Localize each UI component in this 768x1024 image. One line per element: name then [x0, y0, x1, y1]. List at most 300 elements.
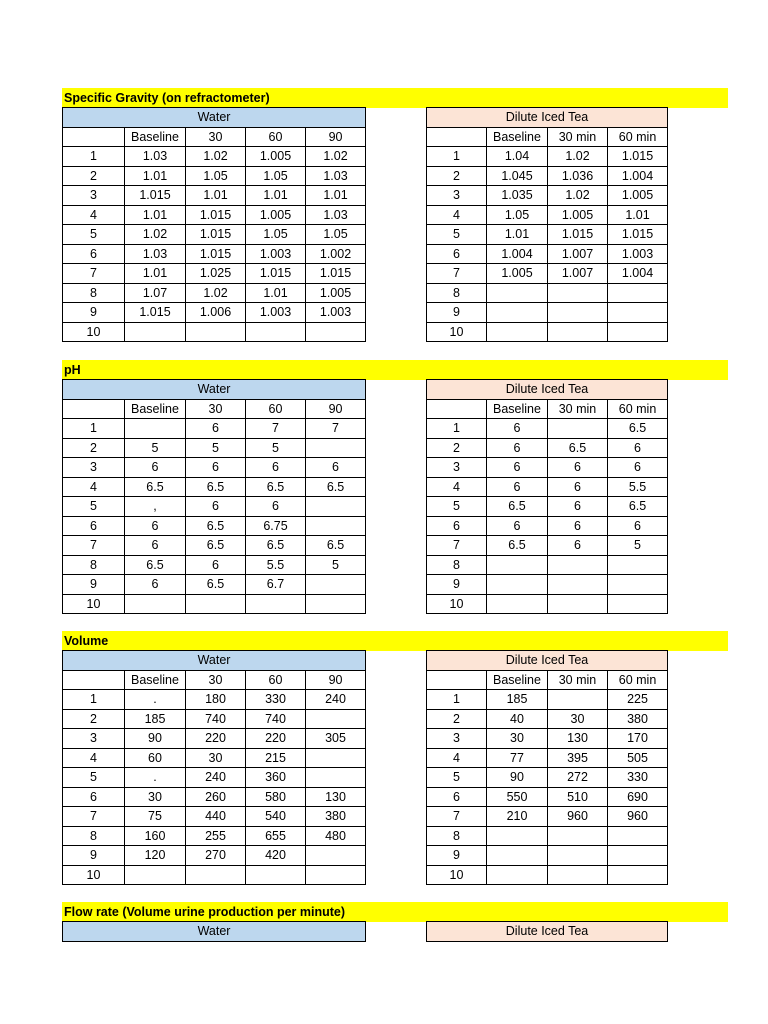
data-cell[interactable]: 380 [608, 709, 668, 729]
section-title[interactable]: Volume [62, 631, 728, 651]
data-cell[interactable]: 6 [186, 458, 246, 478]
data-cell[interactable]: 6 [125, 516, 186, 536]
row-number-cell[interactable]: 10 [427, 322, 487, 342]
section-title[interactable]: Specific Gravity (on refractometer) [62, 88, 728, 108]
data-cell[interactable]: 1.01 [306, 186, 366, 206]
data-cell[interactable] [487, 322, 548, 342]
column-header[interactable]: 60 min [608, 127, 668, 147]
column-header[interactable]: 30 [186, 127, 246, 147]
row-number-cell[interactable]: 10 [63, 322, 125, 342]
column-header[interactable] [63, 670, 125, 690]
data-cell[interactable]: 6 [125, 575, 186, 595]
data-cell[interactable]: 1.015 [186, 205, 246, 225]
data-cell[interactable]: 185 [487, 690, 548, 710]
row-number-cell[interactable]: 8 [63, 826, 125, 846]
data-cell[interactable]: 1.01 [487, 225, 548, 245]
column-header[interactable]: 60 [246, 399, 306, 419]
row-number-cell[interactable]: 5 [427, 768, 487, 788]
data-cell[interactable]: 260 [186, 787, 246, 807]
row-number-cell[interactable]: 5 [427, 497, 487, 517]
data-cell[interactable]: 1.02 [548, 147, 608, 167]
data-cell[interactable] [306, 516, 366, 536]
data-cell[interactable]: 7 [246, 419, 306, 439]
data-cell[interactable]: 1.01 [125, 205, 186, 225]
data-cell[interactable] [487, 575, 548, 595]
data-cell[interactable]: 740 [246, 709, 306, 729]
data-cell[interactable]: 6 [186, 555, 246, 575]
data-cell[interactable]: 1.01 [246, 283, 306, 303]
row-number-cell[interactable]: 7 [427, 536, 487, 556]
data-cell[interactable]: 1.05 [306, 225, 366, 245]
row-number-cell[interactable]: 6 [427, 244, 487, 264]
data-cell[interactable] [548, 322, 608, 342]
data-cell[interactable]: 6 [487, 458, 548, 478]
data-cell[interactable]: 270 [186, 846, 246, 866]
data-cell[interactable]: 505 [608, 748, 668, 768]
data-cell[interactable]: 215 [246, 748, 306, 768]
data-cell[interactable] [548, 419, 608, 439]
data-cell[interactable] [186, 865, 246, 885]
row-number-cell[interactable]: 5 [427, 225, 487, 245]
data-cell[interactable]: 30 [548, 709, 608, 729]
data-cell[interactable]: 130 [306, 787, 366, 807]
data-cell[interactable]: 6 [306, 458, 366, 478]
data-cell[interactable]: 1.02 [125, 225, 186, 245]
data-cell[interactable]: 550 [487, 787, 548, 807]
data-cell[interactable]: 480 [306, 826, 366, 846]
data-cell[interactable]: 330 [608, 768, 668, 788]
row-number-cell[interactable]: 4 [63, 205, 125, 225]
row-number-cell[interactable]: 7 [63, 807, 125, 827]
data-cell[interactable]: 420 [246, 846, 306, 866]
data-cell[interactable]: 77 [487, 748, 548, 768]
column-header[interactable]: Baseline [125, 399, 186, 419]
data-cell[interactable]: 1.003 [246, 244, 306, 264]
row-number-cell[interactable]: 5 [63, 225, 125, 245]
data-cell[interactable] [246, 865, 306, 885]
data-cell[interactable]: 6 [125, 458, 186, 478]
data-cell[interactable] [125, 594, 186, 614]
data-cell[interactable]: 6.5 [125, 555, 186, 575]
data-cell[interactable] [548, 283, 608, 303]
column-header[interactable]: 60 min [608, 670, 668, 690]
data-cell[interactable] [487, 846, 548, 866]
data-cell[interactable]: 1.015 [246, 264, 306, 284]
data-cell[interactable]: 6 [548, 458, 608, 478]
data-cell[interactable]: 240 [306, 690, 366, 710]
row-number-cell[interactable]: 6 [427, 787, 487, 807]
data-cell[interactable] [306, 709, 366, 729]
row-number-cell[interactable]: 4 [63, 477, 125, 497]
data-cell[interactable]: 1.005 [548, 205, 608, 225]
data-cell[interactable]: 1.015 [608, 225, 668, 245]
data-cell[interactable]: 6.5 [125, 477, 186, 497]
row-number-cell[interactable]: 4 [427, 205, 487, 225]
data-cell[interactable]: 1.03 [306, 166, 366, 186]
data-cell[interactable]: 960 [608, 807, 668, 827]
data-cell[interactable]: 1.01 [125, 166, 186, 186]
data-cell[interactable]: 1.005 [246, 205, 306, 225]
column-header[interactable]: 30 [186, 670, 246, 690]
data-cell[interactable]: 6 [246, 458, 306, 478]
data-cell[interactable]: . [125, 768, 186, 788]
row-number-cell[interactable]: 8 [427, 826, 487, 846]
data-cell[interactable]: 170 [608, 729, 668, 749]
data-cell[interactable]: , [125, 497, 186, 517]
column-header[interactable]: 90 [306, 127, 366, 147]
data-cell[interactable]: 30 [186, 748, 246, 768]
row-number-cell[interactable]: 4 [63, 748, 125, 768]
data-cell[interactable]: 220 [186, 729, 246, 749]
row-number-cell[interactable]: 6 [63, 787, 125, 807]
data-cell[interactable]: 1.03 [125, 244, 186, 264]
column-header[interactable]: 60 [246, 670, 306, 690]
row-number-cell[interactable]: 6 [63, 244, 125, 264]
data-cell[interactable] [487, 555, 548, 575]
data-cell[interactable] [548, 575, 608, 595]
data-cell[interactable]: 1.01 [608, 205, 668, 225]
data-cell[interactable]: 6.5 [246, 536, 306, 556]
column-header[interactable]: 30 [186, 399, 246, 419]
row-number-cell[interactable]: 8 [427, 555, 487, 575]
data-cell[interactable]: 120 [125, 846, 186, 866]
row-number-cell[interactable]: 4 [427, 748, 487, 768]
water-header[interactable]: Water [63, 380, 366, 400]
row-number-cell[interactable]: 10 [427, 865, 487, 885]
data-cell[interactable]: 220 [246, 729, 306, 749]
data-cell[interactable]: 1.015 [608, 147, 668, 167]
row-number-cell[interactable]: 10 [427, 594, 487, 614]
data-cell[interactable]: 6 [548, 516, 608, 536]
data-cell[interactable]: 6.5 [548, 438, 608, 458]
data-cell[interactable]: 1.004 [487, 244, 548, 264]
data-cell[interactable]: 440 [186, 807, 246, 827]
data-cell[interactable] [548, 690, 608, 710]
data-cell[interactable]: 655 [246, 826, 306, 846]
data-cell[interactable] [487, 594, 548, 614]
data-cell[interactable] [608, 846, 668, 866]
data-cell[interactable] [608, 594, 668, 614]
data-cell[interactable] [306, 768, 366, 788]
data-cell[interactable]: . [125, 690, 186, 710]
row-number-cell[interactable]: 8 [63, 555, 125, 575]
row-number-cell[interactable]: 3 [63, 186, 125, 206]
column-header[interactable]: 30 min [548, 127, 608, 147]
data-cell[interactable]: 30 [487, 729, 548, 749]
data-cell[interactable]: 6.75 [246, 516, 306, 536]
data-cell[interactable] [548, 303, 608, 323]
data-cell[interactable]: 210 [487, 807, 548, 827]
column-header[interactable]: 90 [306, 670, 366, 690]
data-cell[interactable]: 240 [186, 768, 246, 788]
column-header[interactable] [427, 127, 487, 147]
data-cell[interactable] [306, 497, 366, 517]
data-cell[interactable]: 1.025 [186, 264, 246, 284]
data-cell[interactable]: 30 [125, 787, 186, 807]
tea-header[interactable]: Dilute Iced Tea [427, 108, 668, 128]
data-cell[interactable] [608, 555, 668, 575]
row-number-cell[interactable]: 1 [427, 419, 487, 439]
water-header[interactable]: Water [63, 108, 366, 128]
data-cell[interactable]: 5.5 [246, 555, 306, 575]
data-cell[interactable]: 1.006 [186, 303, 246, 323]
row-number-cell[interactable]: 2 [63, 166, 125, 186]
row-number-cell[interactable]: 7 [63, 264, 125, 284]
data-cell[interactable]: 1.003 [306, 303, 366, 323]
row-number-cell[interactable]: 4 [427, 477, 487, 497]
data-cell[interactable]: 6.5 [186, 575, 246, 595]
row-number-cell[interactable]: 9 [427, 575, 487, 595]
row-number-cell[interactable]: 9 [63, 303, 125, 323]
section-title[interactable]: Flow rate (Volume urine production per minute) [62, 902, 728, 922]
data-cell[interactable] [548, 865, 608, 885]
data-cell[interactable] [125, 322, 186, 342]
data-cell[interactable] [306, 594, 366, 614]
data-cell[interactable] [125, 865, 186, 885]
row-number-cell[interactable]: 9 [427, 846, 487, 866]
row-number-cell[interactable]: 6 [427, 516, 487, 536]
data-cell[interactable]: 5 [306, 555, 366, 575]
data-cell[interactable]: 6 [487, 419, 548, 439]
row-number-cell[interactable]: 8 [63, 283, 125, 303]
data-cell[interactable]: 6 [548, 477, 608, 497]
data-cell[interactable]: 1.05 [186, 166, 246, 186]
data-cell[interactable] [548, 846, 608, 866]
data-cell[interactable] [246, 322, 306, 342]
data-cell[interactable]: 5 [125, 438, 186, 458]
data-cell[interactable]: 1.015 [186, 244, 246, 264]
data-cell[interactable]: 1.004 [608, 264, 668, 284]
data-cell[interactable]: 6 [487, 516, 548, 536]
data-cell[interactable]: 1.05 [246, 166, 306, 186]
row-number-cell[interactable]: 2 [427, 438, 487, 458]
data-cell[interactable]: 960 [548, 807, 608, 827]
row-number-cell[interactable]: 3 [427, 186, 487, 206]
data-cell[interactable]: 180 [186, 690, 246, 710]
column-header[interactable]: Baseline [487, 127, 548, 147]
column-header[interactable]: 30 min [548, 670, 608, 690]
data-cell[interactable] [548, 555, 608, 575]
column-header[interactable]: 90 [306, 399, 366, 419]
data-cell[interactable]: 1.01 [125, 264, 186, 284]
data-cell[interactable]: 6.5 [487, 536, 548, 556]
data-cell[interactable] [608, 575, 668, 595]
column-header[interactable]: Baseline [125, 127, 186, 147]
data-cell[interactable]: 1.03 [125, 147, 186, 167]
data-cell[interactable]: 6 [608, 516, 668, 536]
row-number-cell[interactable]: 6 [63, 516, 125, 536]
data-cell[interactable]: 580 [246, 787, 306, 807]
data-cell[interactable]: 1.01 [186, 186, 246, 206]
data-cell[interactable]: 7 [306, 419, 366, 439]
column-header[interactable]: Baseline [487, 670, 548, 690]
data-cell[interactable]: 1.007 [548, 264, 608, 284]
data-cell[interactable]: 1.04 [487, 147, 548, 167]
data-cell[interactable]: 6 [246, 497, 306, 517]
data-cell[interactable]: 6.5 [608, 419, 668, 439]
data-cell[interactable]: 90 [125, 729, 186, 749]
data-cell[interactable]: 1.003 [246, 303, 306, 323]
data-cell[interactable]: 380 [306, 807, 366, 827]
data-cell[interactable]: 1.015 [548, 225, 608, 245]
data-cell[interactable]: 1.004 [608, 166, 668, 186]
column-header[interactable] [427, 670, 487, 690]
data-cell[interactable] [306, 438, 366, 458]
data-cell[interactable]: 6 [608, 458, 668, 478]
data-cell[interactable]: 1.005 [487, 264, 548, 284]
data-cell[interactable]: 1.005 [306, 283, 366, 303]
data-cell[interactable] [246, 594, 306, 614]
data-cell[interactable]: 1.015 [306, 264, 366, 284]
data-cell[interactable]: 6 [186, 419, 246, 439]
row-number-cell[interactable]: 1 [427, 147, 487, 167]
data-cell[interactable] [306, 846, 366, 866]
data-cell[interactable]: 510 [548, 787, 608, 807]
row-number-cell[interactable]: 2 [427, 166, 487, 186]
column-header[interactable] [427, 399, 487, 419]
data-cell[interactable]: 6 [608, 438, 668, 458]
row-number-cell[interactable]: 3 [63, 458, 125, 478]
data-cell[interactable]: 330 [246, 690, 306, 710]
data-cell[interactable] [608, 826, 668, 846]
data-cell[interactable]: 272 [548, 768, 608, 788]
data-cell[interactable]: 1.05 [246, 225, 306, 245]
data-cell[interactable]: 5 [186, 438, 246, 458]
row-number-cell[interactable]: 2 [63, 438, 125, 458]
data-cell[interactable]: 1.01 [246, 186, 306, 206]
data-cell[interactable] [306, 748, 366, 768]
data-cell[interactable]: 305 [306, 729, 366, 749]
row-number-cell[interactable]: 3 [427, 458, 487, 478]
data-cell[interactable] [608, 322, 668, 342]
data-cell[interactable]: 6.7 [246, 575, 306, 595]
data-cell[interactable]: 1.03 [306, 205, 366, 225]
row-number-cell[interactable]: 1 [63, 419, 125, 439]
row-number-cell[interactable]: 5 [63, 497, 125, 517]
data-cell[interactable]: 1.015 [125, 303, 186, 323]
data-cell[interactable]: 6 [548, 536, 608, 556]
data-cell[interactable]: 1.015 [186, 225, 246, 245]
row-number-cell[interactable]: 8 [427, 283, 487, 303]
data-cell[interactable]: 1.005 [246, 147, 306, 167]
tea-header[interactable]: Dilute Iced Tea [427, 651, 668, 671]
data-cell[interactable]: 6.5 [186, 516, 246, 536]
column-header[interactable]: 60 min [608, 399, 668, 419]
row-number-cell[interactable]: 10 [63, 865, 125, 885]
data-cell[interactable]: 1.07 [125, 283, 186, 303]
data-cell[interactable]: 225 [608, 690, 668, 710]
column-header[interactable]: 30 min [548, 399, 608, 419]
row-number-cell[interactable]: 2 [427, 709, 487, 729]
data-cell[interactable]: 1.02 [306, 147, 366, 167]
data-cell[interactable]: 1.05 [487, 205, 548, 225]
row-number-cell[interactable]: 10 [63, 594, 125, 614]
data-cell[interactable]: 360 [246, 768, 306, 788]
data-cell[interactable]: 5 [246, 438, 306, 458]
data-cell[interactable]: 40 [487, 709, 548, 729]
data-cell[interactable]: 6.5 [246, 477, 306, 497]
data-cell[interactable]: 75 [125, 807, 186, 827]
row-number-cell[interactable]: 7 [427, 807, 487, 827]
tea-header[interactable]: Dilute Iced Tea [427, 380, 668, 400]
data-cell[interactable]: 1.036 [548, 166, 608, 186]
row-number-cell[interactable]: 9 [63, 575, 125, 595]
row-number-cell[interactable]: 7 [427, 264, 487, 284]
data-cell[interactable] [306, 865, 366, 885]
column-header[interactable]: Baseline [125, 670, 186, 690]
data-cell[interactable] [548, 826, 608, 846]
data-cell[interactable]: 740 [186, 709, 246, 729]
column-header[interactable]: 60 [246, 127, 306, 147]
data-cell[interactable]: 6.5 [608, 497, 668, 517]
row-number-cell[interactable]: 1 [63, 690, 125, 710]
data-cell[interactable] [608, 303, 668, 323]
data-cell[interactable]: 6 [487, 438, 548, 458]
tea-header[interactable]: Dilute Iced Tea [427, 922, 668, 942]
data-cell[interactable] [487, 283, 548, 303]
data-cell[interactable] [608, 865, 668, 885]
data-cell[interactable]: 1.02 [186, 283, 246, 303]
data-cell[interactable]: 1.035 [487, 186, 548, 206]
data-cell[interactable]: 185 [125, 709, 186, 729]
data-cell[interactable]: 6 [186, 497, 246, 517]
data-cell[interactable]: 1.007 [548, 244, 608, 264]
water-header[interactable]: Water [63, 922, 366, 942]
data-cell[interactable] [487, 826, 548, 846]
row-number-cell[interactable]: 2 [63, 709, 125, 729]
row-number-cell[interactable]: 1 [63, 147, 125, 167]
data-cell[interactable]: 5 [608, 536, 668, 556]
row-number-cell[interactable]: 3 [63, 729, 125, 749]
data-cell[interactable] [125, 419, 186, 439]
data-cell[interactable]: 1.045 [487, 166, 548, 186]
data-cell[interactable]: 1.003 [608, 244, 668, 264]
row-number-cell[interactable]: 9 [63, 846, 125, 866]
data-cell[interactable]: 6 [487, 477, 548, 497]
water-header[interactable]: Water [63, 651, 366, 671]
data-cell[interactable]: 5.5 [608, 477, 668, 497]
data-cell[interactable]: 1.005 [608, 186, 668, 206]
data-cell[interactable]: 6.5 [186, 536, 246, 556]
data-cell[interactable]: 6.5 [186, 477, 246, 497]
row-number-cell[interactable]: 3 [427, 729, 487, 749]
data-cell[interactable] [548, 594, 608, 614]
column-header[interactable] [63, 127, 125, 147]
data-cell[interactable]: 1.02 [548, 186, 608, 206]
data-cell[interactable]: 690 [608, 787, 668, 807]
data-cell[interactable]: 540 [246, 807, 306, 827]
data-cell[interactable]: 6.5 [306, 536, 366, 556]
data-cell[interactable]: 90 [487, 768, 548, 788]
data-cell[interactable]: 6 [548, 497, 608, 517]
data-cell[interactable] [608, 283, 668, 303]
data-cell[interactable] [186, 322, 246, 342]
data-cell[interactable] [487, 303, 548, 323]
data-cell[interactable]: 6.5 [487, 497, 548, 517]
data-cell[interactable] [306, 322, 366, 342]
data-cell[interactable]: 1.002 [306, 244, 366, 264]
data-cell[interactable] [487, 865, 548, 885]
data-cell[interactable]: 255 [186, 826, 246, 846]
row-number-cell[interactable]: 9 [427, 303, 487, 323]
data-cell[interactable]: 1.02 [186, 147, 246, 167]
data-cell[interactable]: 130 [548, 729, 608, 749]
data-cell[interactable]: 1.015 [125, 186, 186, 206]
row-number-cell[interactable]: 1 [427, 690, 487, 710]
section-title[interactable]: pH [62, 360, 728, 380]
data-cell[interactable]: 395 [548, 748, 608, 768]
column-header[interactable]: Baseline [487, 399, 548, 419]
